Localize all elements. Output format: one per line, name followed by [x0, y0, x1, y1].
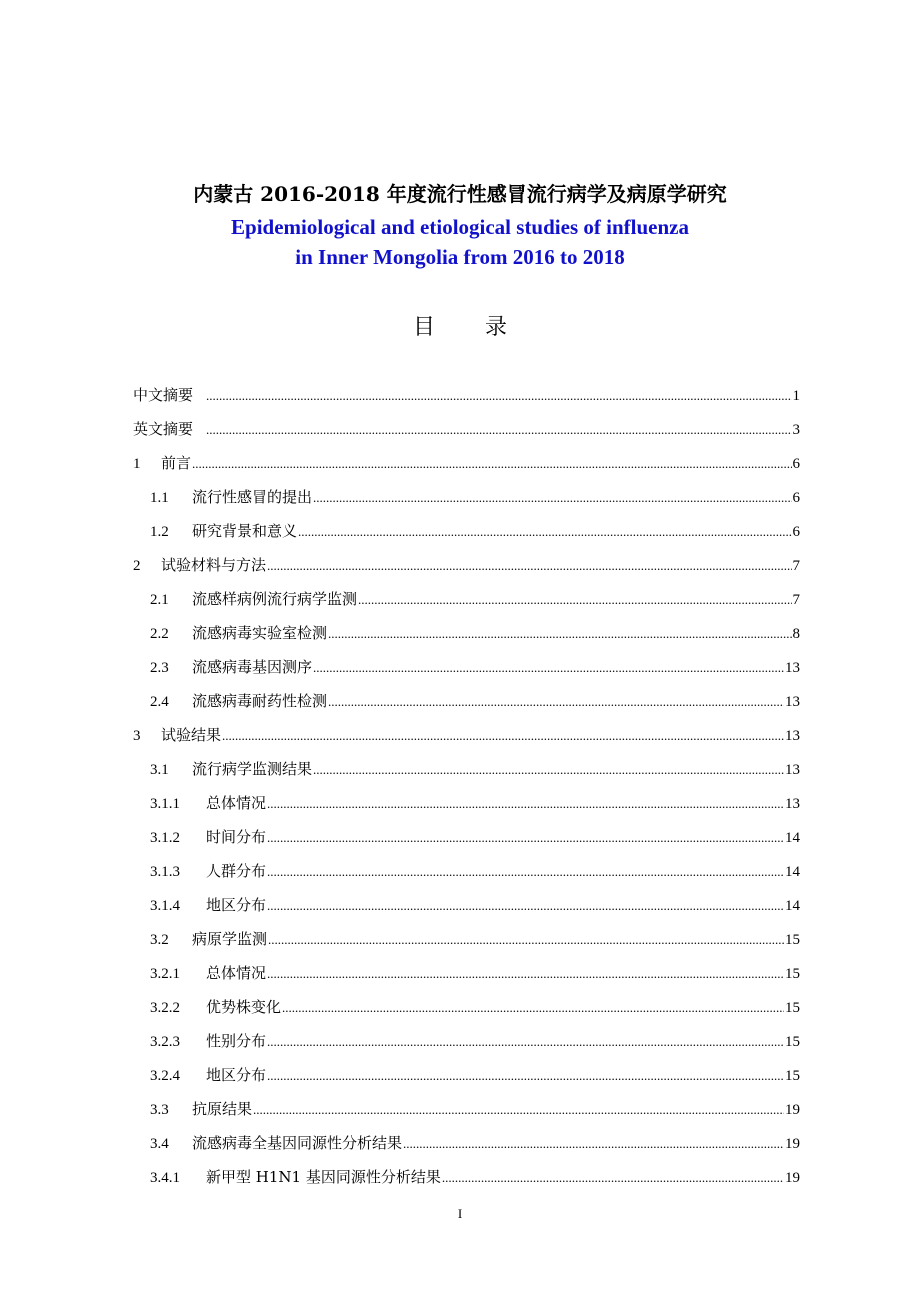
toc-entry-page: 3: [792, 422, 800, 438]
toc-entry-title: 地区分布: [206, 896, 267, 914]
toc-entry[interactable]: [133, 922, 800, 956]
toc-entry-title: 总体情况: [206, 964, 267, 982]
toc-entry-number: 3.3: [150, 1102, 169, 1118]
toc-entry-number: 2.1: [150, 592, 169, 608]
toc-entry[interactable]: [133, 888, 800, 922]
toc-entry-page: 6: [792, 456, 800, 472]
toc-entry-number: 1.2: [150, 524, 169, 540]
toc-entry-page: 13: [785, 728, 800, 744]
toc-entry[interactable]: [133, 820, 800, 854]
toc-dot-leader: [328, 617, 791, 651]
toc-dot-leader: [403, 1127, 784, 1161]
toc-entry-number: 3.4.1: [150, 1170, 180, 1186]
toc-dot-leader: [206, 413, 791, 447]
toc-entry-number: 3.2.1: [150, 966, 180, 982]
toc-dot-leader: [206, 379, 791, 413]
toc-entry-number: 3.4: [150, 1136, 169, 1152]
toc-entry-title: 中文摘要: [133, 386, 194, 404]
toc-entry[interactable]: [133, 1058, 800, 1092]
toc-dot-leader: [222, 719, 784, 753]
toc-entry-page: 15: [785, 1034, 800, 1050]
toc-entry-title: 前言: [161, 454, 192, 472]
toc-entry-number: 3: [133, 728, 141, 744]
toc-entry[interactable]: [133, 378, 800, 412]
toc-entry-page: 14: [785, 898, 800, 914]
toc-entry-number: 3.1.3: [150, 864, 180, 880]
toc-entry-number: 3.1.2: [150, 830, 180, 846]
toc-entry[interactable]: [133, 1024, 800, 1058]
toc-entry[interactable]: [133, 718, 800, 752]
toc-entry-title: 新甲型 H1N1 基因同源性分析结果: [206, 1168, 441, 1186]
toc-dot-leader: [313, 481, 791, 515]
toc-entry-number: 3.1.1: [150, 796, 180, 812]
toc-dot-leader: [298, 515, 791, 549]
toc-entry-page: 7: [792, 558, 800, 574]
toc-dot-leader: [267, 821, 784, 855]
toc-entry[interactable]: [133, 582, 800, 616]
toc-entry-title: 流行性感冒的提出: [192, 488, 313, 506]
toc-entry[interactable]: [133, 1160, 800, 1194]
toc-entry-title: 试验材料与方法: [161, 556, 267, 574]
toc-entry[interactable]: [133, 1092, 800, 1126]
toc-entry-title: 流感病毒基因测序: [192, 658, 313, 676]
toc-entry[interactable]: [133, 956, 800, 990]
toc-entry-title: 时间分布: [206, 828, 267, 846]
toc-dot-leader: [267, 855, 784, 889]
toc-entry-number: 2.3: [150, 660, 169, 676]
toc-entry[interactable]: [133, 1126, 800, 1160]
toc-dot-leader: [358, 583, 791, 617]
toc-entry-page: 13: [785, 694, 800, 710]
toc-entry-page: 15: [785, 932, 800, 948]
toc-entry[interactable]: [133, 684, 800, 718]
toc-entry-page: 19: [785, 1136, 800, 1152]
toc-entry-page: 7: [792, 592, 800, 608]
toc-dot-leader: [313, 651, 784, 685]
toc-entry-page: 6: [792, 490, 800, 506]
toc-entry-page: 19: [785, 1170, 800, 1186]
toc-dot-leader: [267, 1059, 784, 1093]
toc-dot-leader: [442, 1161, 784, 1195]
toc-entry-title: 流行病学监测结果: [192, 760, 313, 778]
toc-entry-title: 优势株变化: [206, 998, 282, 1016]
toc-entry-number: 3.2.2: [150, 1000, 180, 1016]
toc-entry[interactable]: [133, 616, 800, 650]
toc-entry-title: 流感样病例流行病学监测: [192, 590, 358, 608]
toc-dot-leader: [313, 753, 784, 787]
title-chinese: 内蒙古 2016-2018 年度流行性感冒流行病学及病原学研究: [193, 182, 727, 206]
toc-entry[interactable]: [133, 514, 800, 548]
toc-entry[interactable]: [133, 786, 800, 820]
toc-dot-leader: [267, 787, 784, 821]
toc-entry[interactable]: [133, 446, 800, 480]
toc-entry-title: 流感病毒全基因同源性分析结果: [192, 1134, 403, 1152]
toc-entry[interactable]: [133, 548, 800, 582]
toc-entry-page: 19: [785, 1102, 800, 1118]
toc-entry-page: 14: [785, 864, 800, 880]
toc-dot-leader: [267, 889, 784, 923]
toc-entry-title: 流感病毒实验室检测: [192, 624, 328, 642]
title-english-line-1: Epidemiological and etiological studies of influenza: [231, 215, 689, 239]
toc-entry-page: 14: [785, 830, 800, 846]
toc-entry-title: 总体情况: [206, 794, 267, 812]
toc-entry-page: 13: [785, 660, 800, 676]
toc-entry-title: 性别分布: [206, 1032, 267, 1050]
toc-entry-number: 2.2: [150, 626, 169, 642]
toc-entry-number: 3.2: [150, 932, 169, 948]
toc-dot-leader: [267, 1025, 784, 1059]
toc-entry-page: 8: [792, 626, 800, 642]
toc-dot-leader: [268, 923, 784, 957]
toc-entry-page: 1: [792, 388, 800, 404]
toc-entry-title: 病原学监测: [192, 930, 268, 948]
toc-entry-number: 1: [133, 456, 141, 472]
toc-entry[interactable]: [133, 854, 800, 888]
toc-entry[interactable]: [133, 990, 800, 1024]
toc-entry-number: 3.2.3: [150, 1034, 180, 1050]
toc-entry-page: 13: [785, 796, 800, 812]
toc-entry[interactable]: [133, 650, 800, 684]
toc-entry-title: 地区分布: [206, 1066, 267, 1084]
toc-entry-title: 试验结果: [161, 726, 222, 744]
toc-dot-leader: [328, 685, 784, 719]
toc-entry[interactable]: [133, 480, 800, 514]
toc-dot-leader: [282, 991, 784, 1025]
toc-entry-page: 15: [785, 966, 800, 982]
page-number: I: [457, 1206, 463, 1221]
toc-dot-leader: [253, 1093, 784, 1127]
toc-entry[interactable]: [133, 412, 800, 446]
toc-entry-page: 15: [785, 1000, 800, 1016]
table-of-contents: [133, 378, 800, 1194]
toc-entry-title: 人群分布: [206, 862, 267, 880]
toc-entry-title: 抗原结果: [192, 1100, 253, 1118]
toc-entry-page: 15: [785, 1068, 800, 1084]
toc-entry-title: 流感病毒耐药性检测: [192, 692, 328, 710]
document-title-block: [0, 176, 920, 272]
toc-dot-leader: [267, 549, 791, 583]
toc-entry-number: 2: [133, 558, 141, 574]
toc-entry-page: 6: [792, 524, 800, 540]
toc-entry-page: 13: [785, 762, 800, 778]
toc-entry-title: 英文摘要: [133, 420, 194, 438]
toc-dot-leader: [267, 957, 784, 991]
toc-entry-number: 3.1.4: [150, 898, 180, 914]
toc-heading: 目录: [412, 315, 557, 340]
toc-entry-number: 3.1: [150, 762, 169, 778]
toc-entry-number: 3.2.4: [150, 1068, 180, 1084]
toc-entry-number: 1.1: [150, 490, 169, 506]
toc-entry-title: 研究背景和意义: [192, 522, 298, 540]
toc-dot-leader: [192, 447, 791, 481]
toc-entry[interactable]: [133, 752, 800, 786]
toc-entry-number: 2.4: [150, 694, 169, 710]
title-english-line-2: in Inner Mongolia from 2016 to 2018: [295, 245, 625, 269]
